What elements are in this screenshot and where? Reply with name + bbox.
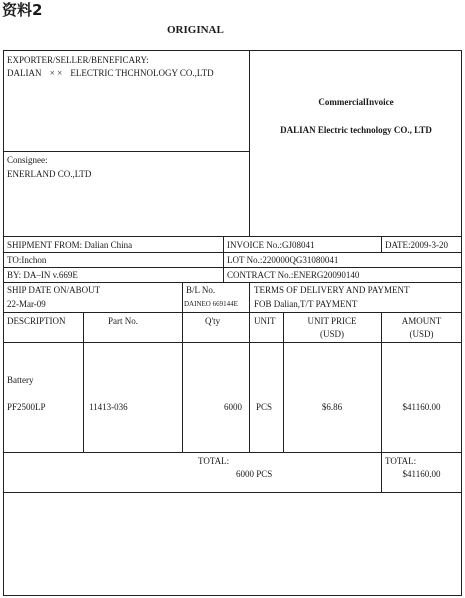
invoice-number: INVOICE No.:GJ08041 xyxy=(227,240,315,250)
shipment-by: BY: DA–IN v.669E xyxy=(7,270,78,280)
divider xyxy=(3,312,462,313)
exporter-name-suffix: ELECTRIC THCHNOLOGY CO.,LTD xyxy=(70,68,214,78)
shipment-to: TO:Inchon xyxy=(7,255,47,265)
total-label-right: TOTAL: xyxy=(385,456,417,466)
invoice-date: DATE:2009-3-20 xyxy=(385,240,448,250)
exporter-label: EXPORTER/SELLER/BENEFICARY: xyxy=(7,55,149,65)
invoice-title: CommercialInvoice xyxy=(318,97,394,107)
original-stamp: ORIGINAL xyxy=(167,24,224,36)
bl-label: B/L No. xyxy=(186,285,216,295)
divider xyxy=(182,282,183,312)
divider xyxy=(3,236,462,237)
document-label: 资料2 xyxy=(2,1,43,19)
shipment-from: SHIPMENT FROM: Dalian China xyxy=(7,240,133,250)
total-quantity: 6000 PCS xyxy=(236,469,273,479)
header-amount-currency: (USD) xyxy=(409,329,434,339)
row-unit-price: $6.86 xyxy=(321,402,343,412)
divider xyxy=(3,267,462,268)
divider xyxy=(3,342,462,343)
consignee-name: ENERLAND CO.,LTD xyxy=(7,169,92,179)
divider xyxy=(381,236,382,252)
row-unit: PCS xyxy=(256,402,273,412)
ship-date: 22-Mar-09 xyxy=(7,299,46,309)
header-unit: UNIT xyxy=(254,316,276,326)
header-description: DESCRIPTION xyxy=(7,316,66,326)
exporter-name-mask: × × xyxy=(49,68,63,78)
contract-number: CONTRACT No.:ENERG20090140 xyxy=(227,270,360,280)
divider xyxy=(249,282,250,452)
row-part-no: 11413-036 xyxy=(89,402,128,412)
divider xyxy=(3,151,249,152)
row-description-line1: Battery xyxy=(7,375,34,385)
exporter-name xyxy=(7,68,214,79)
invoice-company: DALIAN Electric technology CO., LTD xyxy=(280,125,432,135)
divider xyxy=(223,236,224,282)
divider xyxy=(3,452,462,453)
divider xyxy=(3,282,462,283)
ship-date-label: SHIP DATE ON/ABOUT xyxy=(7,285,101,295)
header-unit-price-currency: (USD) xyxy=(320,329,344,339)
row-qty: 6000 xyxy=(224,402,242,412)
lot-number: LOT No.:220000QG31080041 xyxy=(227,255,339,265)
divider xyxy=(83,312,84,452)
row-amount: $41160.00 xyxy=(402,402,441,412)
divider xyxy=(182,312,183,452)
exporter-name-prefix: DALIAN xyxy=(7,68,42,78)
header-amount: AMOUNT xyxy=(401,316,442,326)
terms-label: TERMS OF DELIVERY AND PAYMENT xyxy=(254,285,410,295)
total-label-left: TOTAL: xyxy=(198,456,230,466)
bl-number: DAINEO 669144E xyxy=(184,300,238,308)
divider xyxy=(249,50,250,236)
consignee-label: Consignee: xyxy=(7,155,48,165)
terms-value: FOB Dalian,T/T PAYMENT xyxy=(254,299,358,309)
header-qty: Q'ty xyxy=(205,316,221,326)
header-part-no: Part No. xyxy=(108,316,138,326)
divider xyxy=(3,492,462,493)
header-unit-price: UNIT PRICE xyxy=(307,316,357,326)
divider xyxy=(3,252,462,253)
total-amount: $41160.00 xyxy=(402,469,441,479)
row-description-line2: PF2500LP xyxy=(7,402,46,412)
